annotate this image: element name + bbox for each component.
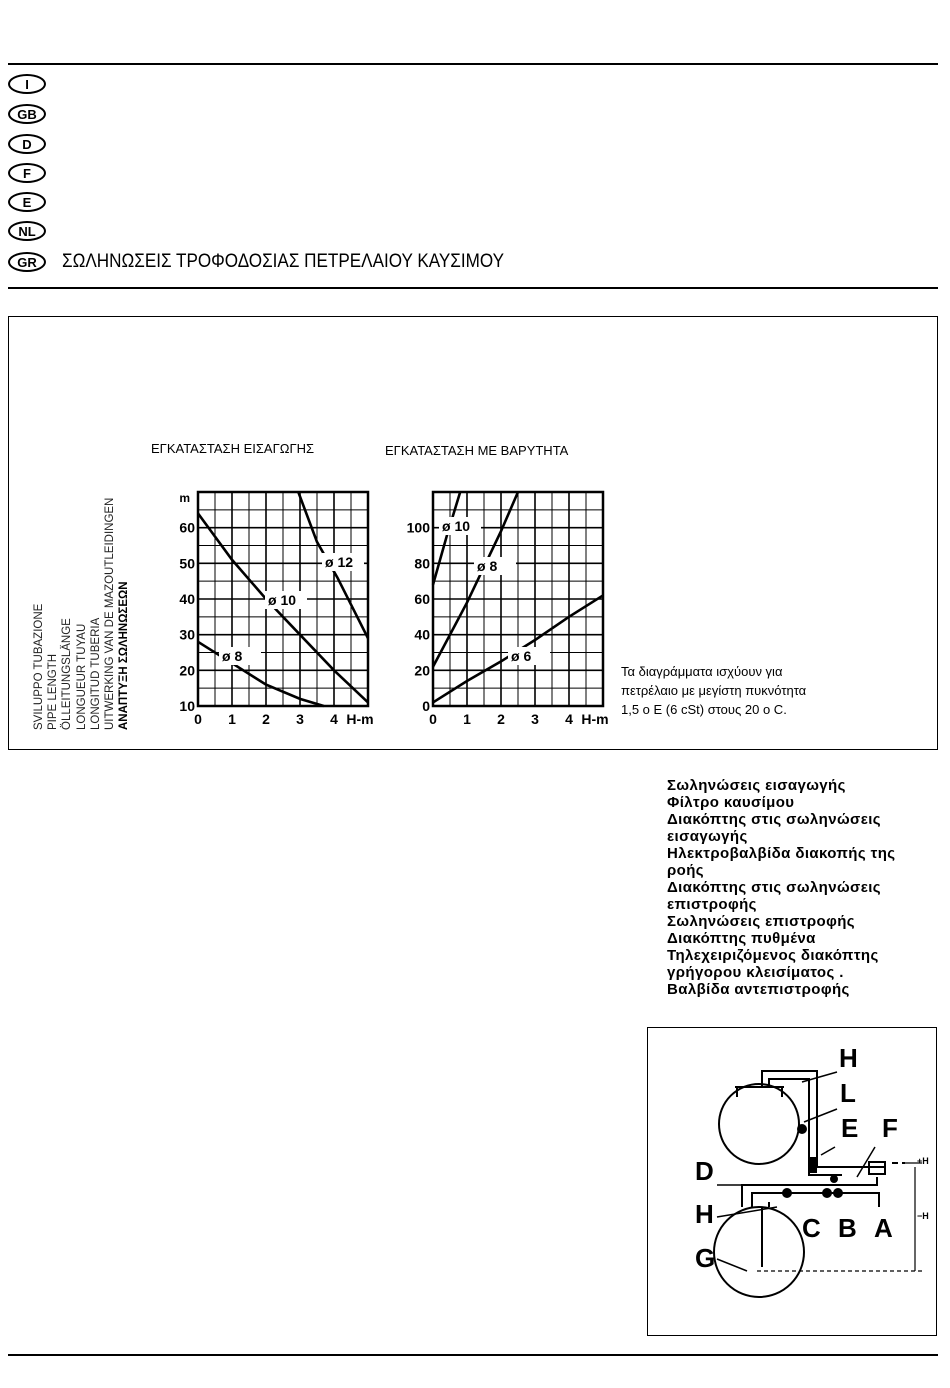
x-tick-label: 2 [262, 711, 270, 727]
component-legend [667, 777, 896, 998]
section-title: ΣΩΛΗΝΩΣΕΙΣ ΤΡΟΦΟΔΟΣΙΑΣ ΠΕΤΡΕΛΑΙΟΥ ΚΑΥΣΙΜΟΥ [62, 251, 505, 272]
language-row-e [8, 190, 46, 214]
legend-line: γρήγορου κλεισίματος . [667, 964, 844, 981]
axis-label-line: ΑΝΑΠΤΥΞΗ ΣΩΛΗΝΩΣΕΩΝ [118, 581, 131, 730]
note-line: πετρέλαιο με μεγίστη πυκνότητα [621, 683, 807, 698]
legend-line: Ηλεκτροβαλβίδα διακοπής της [667, 845, 896, 862]
axis-label-line: PIPE LENGTH [47, 653, 60, 730]
language-badge: E [8, 192, 46, 212]
installation-diagram [647, 1027, 937, 1336]
label-d: D [695, 1156, 714, 1186]
axis-label-line: SVILUPPO TUBAZIONE [33, 603, 45, 730]
legend-line: Βαλβίδα αντεπιστροφής [667, 981, 850, 998]
valve-h-upper [797, 1124, 807, 1134]
y-axis-unit: m [179, 491, 190, 505]
language-badge: I [8, 74, 46, 94]
y-tick-label: 20 [179, 662, 195, 679]
language-badge: NL [8, 221, 46, 241]
chart-title-suction: ΕΓΚΑΤΑΣΤΑΣΗ ΕΙΣΑΓΩΓΗΣ [151, 441, 315, 456]
label-l: L [840, 1078, 856, 1108]
y-tick-label: 30 [179, 626, 195, 643]
x-tick-label: 0 [429, 711, 437, 727]
legend-line: Διακόπτης πυθμένα [667, 930, 816, 947]
language-badge: F [8, 163, 46, 183]
x-axis-label: H-m [346, 711, 374, 727]
x-tick-label: 0 [194, 711, 202, 727]
label-a: A [874, 1213, 893, 1243]
solenoid-valve [809, 1157, 817, 1173]
axis-label-line: ÖLLEITUNGSLÄNGE [61, 618, 74, 730]
viscosity-note [621, 662, 806, 719]
language-badge: GB [8, 104, 46, 124]
top-rule [8, 63, 938, 65]
legend-line: επιστροφής [667, 896, 757, 913]
x-tick-label: 3 [531, 711, 539, 727]
language-row-gr [8, 250, 553, 274]
x-tick-label: 2 [497, 711, 505, 727]
chart-title-gravity: ΕΓΚΑΤΑΣΤΑΣΗ ΜΕ ΒΑΡΥΤΗΤΑ [385, 443, 569, 458]
y-tick-label: 0 [422, 698, 430, 714]
y-tick-label: 50 [179, 555, 195, 572]
valve-b [833, 1188, 843, 1198]
legend-line: Τηλεχειριζόμενος διακόπτης [667, 947, 879, 964]
label-f: F [882, 1113, 898, 1143]
y-tick-label: 80 [414, 555, 430, 572]
legend-line: ροής [667, 862, 705, 879]
label-c: C [802, 1213, 821, 1243]
upper-tank [719, 1084, 799, 1164]
x-tick-label: 1 [228, 711, 236, 727]
language-row-gb [8, 102, 46, 126]
language-row-nl [8, 219, 46, 243]
y-axis-labels [32, 480, 147, 730]
series-label: ø 10 [442, 518, 471, 534]
note-line: Τα διαγράμματα ισχύουν για [621, 664, 783, 679]
label-e: E [841, 1113, 859, 1143]
series-line [433, 492, 460, 585]
language-row-f [8, 161, 46, 185]
series-label: ø 8 [222, 648, 243, 664]
y-tick-label: 100 [406, 519, 430, 536]
label-minus-h: −H [917, 1211, 929, 1221]
axis-label-line: LONGITUD TUBERIA [89, 617, 102, 730]
axis-label-line: LONGUEUR TUYAU [75, 623, 88, 730]
chart-suction [160, 480, 390, 750]
series-label: ø 6 [511, 648, 532, 664]
language-badge: D [8, 134, 46, 154]
note-line: 1,5 ο E (6 cSt) στους 20 ο C. [621, 702, 787, 717]
y-tick-label: 40 [414, 626, 430, 643]
header-bottom-rule [8, 287, 938, 289]
label-g: G [695, 1243, 716, 1273]
label-h-top: H [839, 1043, 858, 1073]
valve-c [822, 1188, 832, 1198]
legend-line: Φίλτρο καυσίμου [667, 794, 795, 811]
y-tick-label: 40 [179, 591, 195, 607]
y-tick-label: 20 [414, 662, 430, 679]
language-row-d [8, 132, 46, 156]
series-label: ø 8 [477, 558, 498, 574]
lower-tank [714, 1207, 804, 1297]
x-tick-label: 3 [296, 711, 304, 727]
bottom-rule [8, 1354, 938, 1356]
x-tick-label: 4 [565, 711, 573, 727]
x-tick-label: 4 [330, 711, 338, 727]
y-tick-label: 60 [179, 519, 195, 536]
legend-line: Διακόπτης στις σωληνώσεις [667, 879, 881, 896]
y-tick-label: 60 [414, 591, 430, 607]
filter-e [830, 1175, 838, 1183]
y-tick-label: 10 [179, 698, 195, 714]
valve-h-lower [782, 1188, 792, 1198]
legend-line: Σωληνώσεις εισαγωγής [667, 777, 846, 794]
language-badge: GR [8, 252, 46, 272]
legend-line: Διακόπτης στις σωληνώσεις [667, 811, 881, 828]
series-label: ø 10 [268, 592, 297, 608]
legend-line: Σωληνώσεις επιστροφής [667, 913, 855, 930]
x-axis-label: H-m [581, 711, 609, 727]
label-h-bottom: H [695, 1199, 714, 1229]
x-tick-label: 1 [463, 711, 471, 727]
label-plus-h: +H [917, 1156, 929, 1166]
legend-line: εισαγωγής [667, 828, 748, 845]
series-label: ø 12 [325, 554, 354, 570]
axis-label-line: UITWERKING VAN DE MAZOUTLEIDINGEN [104, 497, 117, 730]
label-b: B [838, 1213, 857, 1243]
language-row-i [8, 72, 46, 96]
chart-gravity [395, 480, 625, 750]
